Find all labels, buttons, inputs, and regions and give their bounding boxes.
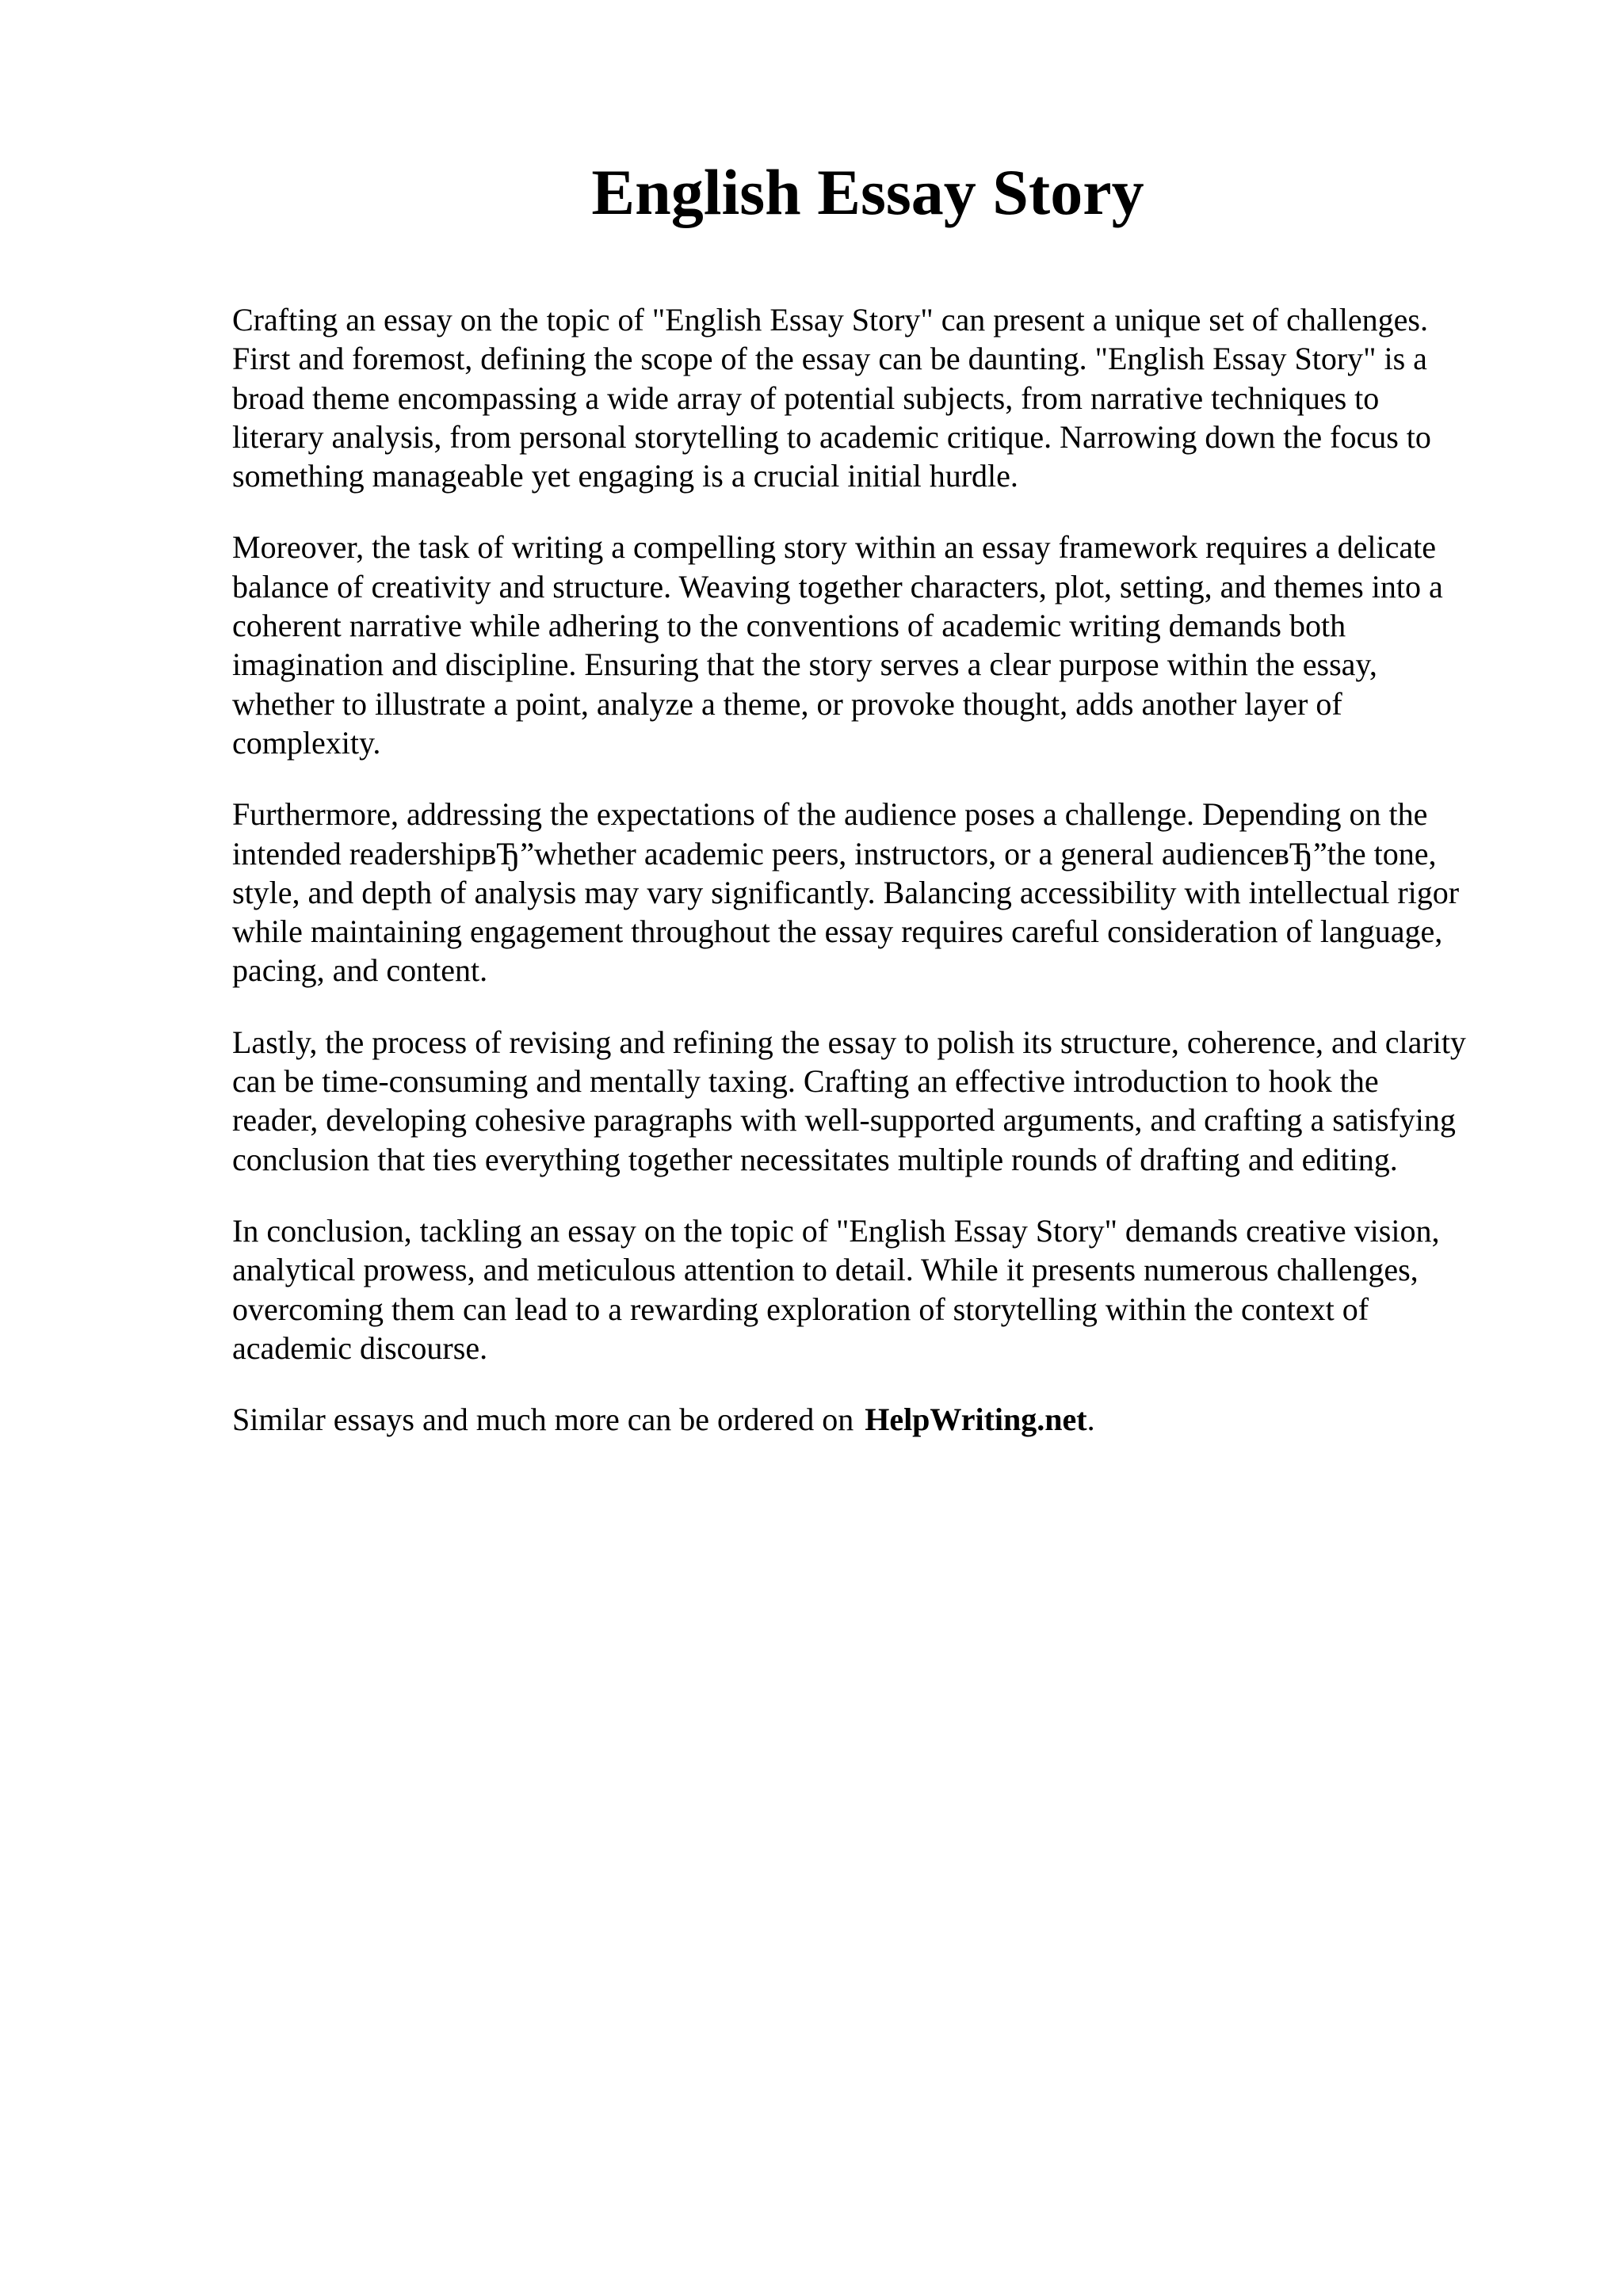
- text-line: broad theme encompassing a wide array of potential subjects, from narrative techniques to: [232, 379, 1380, 416]
- text-line: coherent narrative while adhering to the conventions of academic writing demands both: [232, 608, 1346, 644]
- promo-text: Similar essays and much more can be ordered on: [232, 1402, 854, 1438]
- text-line: In conclusion, tackling an essay on the topic of "English Essay Story" demands creative vision,: [232, 1212, 1440, 1249]
- paragraph-1: [232, 300, 1532, 495]
- text-line: Crafting an essay on the topic of "English Essay Story" can present a unique set of challenges.: [232, 302, 1428, 338]
- text-line: imagination and discipline. Ensuring that the story serves a clear purpose within the essay,: [232, 646, 1377, 683]
- text-line: balance of creativity and structure. Weaving together characters, plot, setting, and themes into a: [232, 568, 1443, 605]
- text-line: something manageable yet engaging is a crucial initial hurdle.: [232, 458, 1018, 494]
- text-line: Furthermore, addressing the expectations of the audience poses a challenge. Depending on the: [232, 796, 1428, 833]
- text-line: First and foremost, defining the scope of the essay can be daunting. "English Essay Story" is a: [232, 341, 1427, 377]
- text-line: whether to illustrate a point, analyze a theme, or provoke thought, adds another layer of: [232, 685, 1342, 722]
- text-line: reader, developing cohesive paragraphs with well-supported arguments, and crafting a satisfying: [232, 1102, 1456, 1138]
- paragraph-3: [232, 795, 1532, 990]
- text-line: academic discourse.: [232, 1329, 488, 1366]
- text-line: Lastly, the process of revising and refining the essay to polish its structure, coherence, and clarity: [232, 1024, 1466, 1060]
- text-line: pacing, and content.: [232, 952, 488, 989]
- text-line: intended readershipвЂ”whether academic peers, instructors, or a general audienceвЂ”the tone,: [232, 835, 1437, 871]
- text-line: can be time-consuming and mentally taxing. Crafting an effective introduction to hook the: [232, 1063, 1379, 1100]
- promo-line: [232, 1400, 1532, 1439]
- text-line: analytical prowess, and meticulous attention to detail. While it presents numerous challenges,: [232, 1252, 1419, 1288]
- document-body: [232, 300, 1532, 1471]
- helpwriting-link[interactable]: HelpWriting.net: [865, 1402, 1087, 1438]
- text-line: Moreover, the task of writing a compelling story within an essay framework requires a delicate: [232, 529, 1437, 566]
- text-line: literary analysis, from personal storytelling to academic critique. Narrowing down the focus to: [232, 418, 1431, 455]
- text-line: conclusion that ties everything together necessitates multiple rounds of drafting and editing.: [232, 1141, 1398, 1177]
- promo-suffix: .: [1086, 1402, 1095, 1438]
- text-line: style, and depth of analysis may vary significantly. Balancing accessibility with intellectual rigor: [232, 874, 1460, 910]
- text-line: complexity.: [232, 724, 381, 761]
- text-line: overcoming them can lead to a rewarding exploration of storytelling within the context of: [232, 1291, 1369, 1327]
- paragraph-4: [232, 1023, 1532, 1179]
- paragraph-2: [232, 528, 1532, 762]
- paragraph-5: [232, 1211, 1532, 1367]
- document-title: English Essay Story: [591, 156, 1144, 228]
- text-line: while maintaining engagement throughout the essay requires careful consideration of language,: [232, 913, 1443, 950]
